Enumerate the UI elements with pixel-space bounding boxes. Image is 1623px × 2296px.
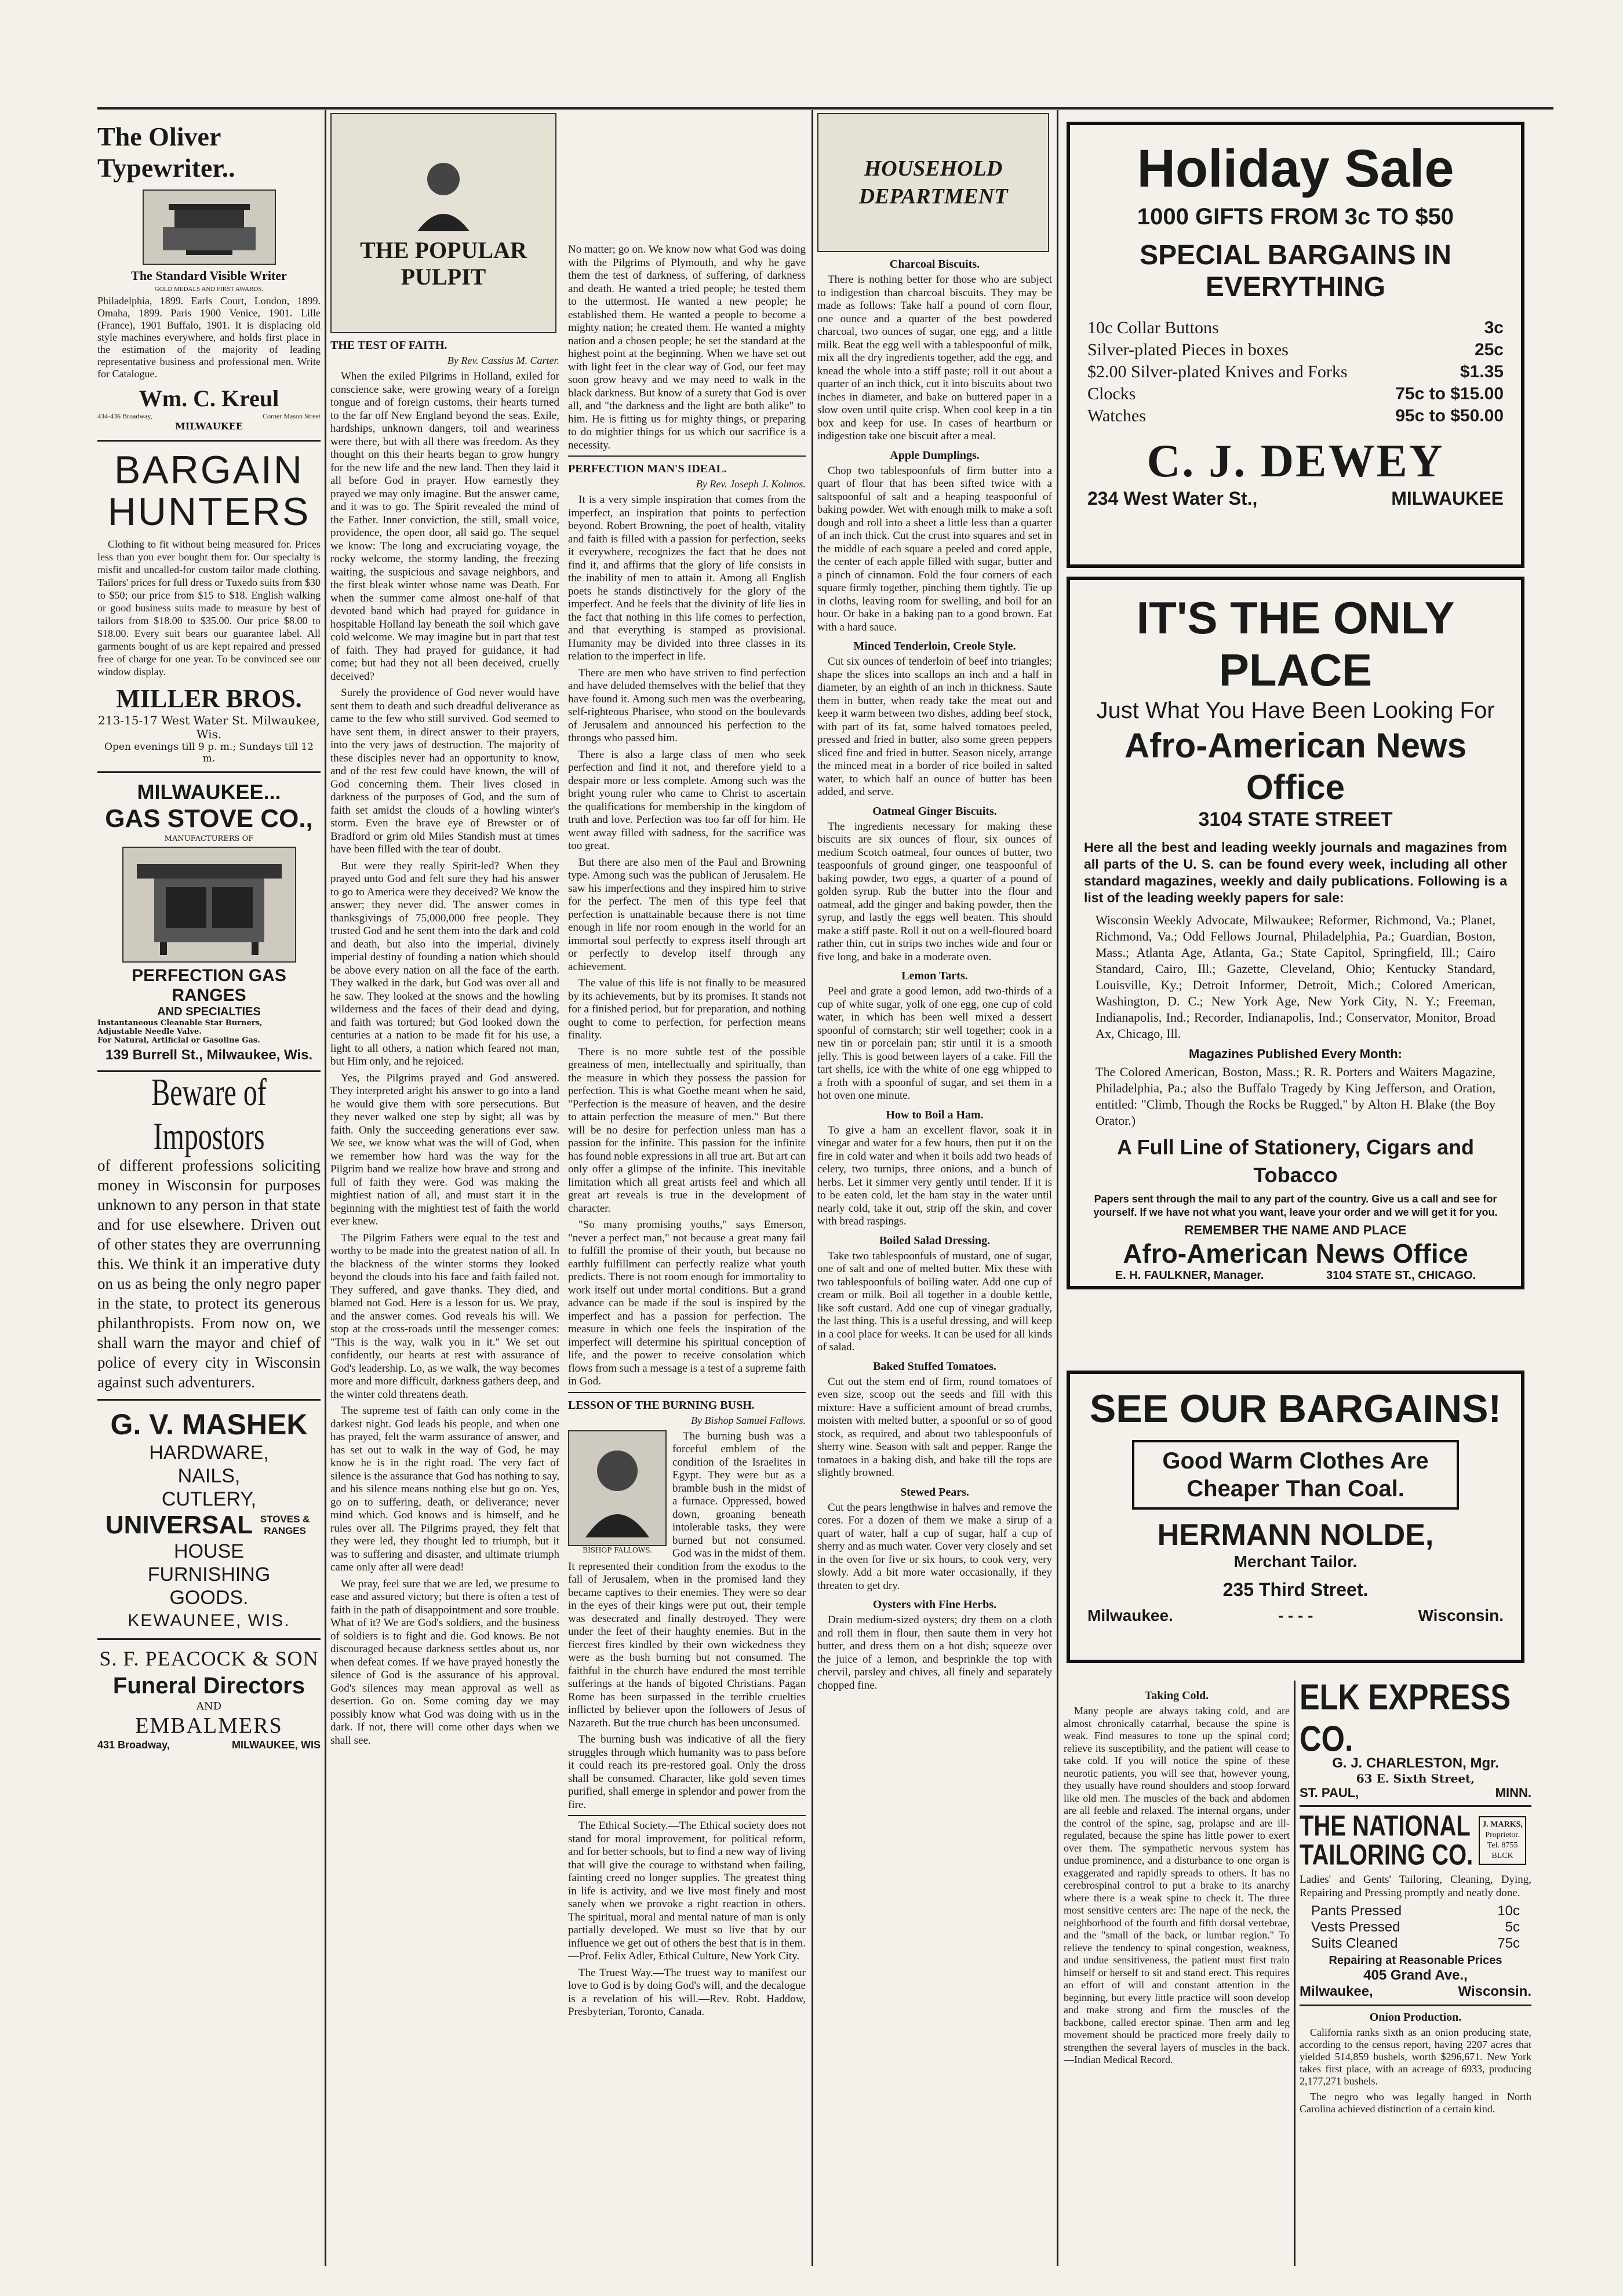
holiday-item-name: Watches (1087, 406, 1146, 425)
national-repair: Repairing at Reasonable Prices (1329, 1954, 1502, 1967)
recipe-title: Charcoal Biscuits. (889, 258, 980, 271)
see-slogan-box (1132, 1440, 1459, 1510)
faith-paragraph-2: Surely the providence of God never would have sent them to death and such dreadful deliverance as came to the few who still survived. God seemed to have sent them, in direct answer to their prayers, into the very jaws of destruction. The majority of these disciples never had an opportunity to know, and of the rest few could have known, the will of God concerning them. Their lives closed in darkness of the purposes of God, and the sum of faith set amidst the clouds of a howling winter's storm. Even the brave eye of Brewster or of Bradford or grim old Miles Standish must at times have been filled with the tear of doubt. (330, 687, 559, 855)
recipe-body: Take two tablespoonfuls of mustard, one of sugar, one of salt and one of melted butter. Mix these with two tablespoonfuls of boiling water. Add one cup of cream or milk. Boil all together in a double kettle, like soft custard. Add one cup of vinegar gradually, the last thing. This is a useful dressing, and will keep in a cool place for weeks. It can be used for all kinds of salad. (817, 1249, 1052, 1353)
holiday-title: Holiday Sale (1137, 139, 1454, 198)
holiday-item-price: 25c (1474, 340, 1504, 359)
mashek-line-1: HARDWARE, (149, 1442, 269, 1464)
ideal-paragraph-5: The value of this life is not finally to be measured by its achievements, but by its promises. It stands not for a finished period, but for preparation, and nothing ought to come to perfection, for perfection means finality. (568, 977, 806, 1041)
peacock-line-2: AND (196, 1700, 222, 1712)
bargain-title-2: HUNTERS (107, 490, 311, 534)
recipe-title: Baked Stuffed Tomatoes. (873, 1360, 996, 1373)
gas-title-2: GAS STOVE CO., (105, 804, 313, 833)
ideal-byline: By Rev. Joseph J. Kolmos. (696, 478, 806, 490)
stove-illustration (122, 847, 296, 963)
column-rule-2 (812, 110, 813, 2266)
oliver-medals: GOLD MEDALS AND FIRST AWARDS. (154, 286, 264, 293)
see-title: SEE OUR BARGAINS! (1089, 1387, 1502, 1431)
faith-paragraph-6: The supreme test of faith can only come in the darkest night. God leads his people, and when one has prayed, felt the warm assurance of answer, and has set out to walk in the way of God, he may know he is in the right road. The very fact of silence is the assurance that God has nothing to say, and his silence means nothing else but go on. Yes, go on to suffering, death, or deliverance; never mind which. God knows and is himself, and he rules over all. The Pilgrims prayed, they felt that they were led, they thought led to triumph, but it was to suffering and disaster, and ultimate triumph came only after all were dead! (330, 1405, 559, 1573)
burning-bush-paragraph-1: The burning bush was a forceful emblem of the condition of the Israelites in Egypt. They were but as a bramble bush in the midst of a furnace. Oppressed, bowed down, groaning beneath intolerable tasks, they were burned but not consumed. God was in the midst of them. It represented their condition from the exodus to the fall of Jerusalem, when in the promised land they became captives to their enemies. They were so dear in the eyes of their kings were put out, their temple was desecrated and finally destroyed. They were under the feet of their haughty enemies. But in the fiercest fires kindled by their own wickedness they were as the bush burning but not consumed. The faithful in the church have endured the most terrible sufferings at the hands of bigoted Christians. Pagan Rome has been surpassed in the terrible cruelties inflicted by believer upon the followers of Jesus of Nazareth. But the true church has been unconsumed. (568, 1430, 806, 1729)
national-box-2: Proprietor. (1485, 1831, 1520, 1839)
gas-title-1: MILWAUKEE... (137, 780, 281, 804)
recipe-body: There is nothing better for those who are subject to indigestion than charcoal biscuits. They may be made as follows: Take half a pound of corn flour, one ounce and a quarter of the best powdered charcoal, two ounces of sugar, one egg, and a little milk. Beat the egg well with a tablespoonful of milk, mix all the dry ingredients together, add the egg, and knead the whole into a stiff paste; roll it out about a quarter of an inch thick, cut it into biscuits about two inches in diameter, and bake on buttered paper in a slow oven until quite crisp. When cool keep in a tin box and keep for use. In cases of heartburn or indigestion take one biscuit after a meal. (817, 274, 1052, 442)
article-divider (568, 455, 806, 457)
faith-paragraph-1: When the exiled Pilgrims in Holland, exiled for conscience sake, were growing weary of a foreign tongue and of foreign customs, their hearts turned to the far off New England beyond the seas. Exile, hardships, unknown dangers, toil and weariness were there, but with all there was freedom. As they thought on this their hearts began to grow hungry for the new life and the new land. Then they laid it all before God in prayer. How earnestly they prayed we may only imagine. But the answer came, and it was to go. The Spirit revealed the mind of the Father. Inner conviction, the still, small voice, providence, the open door, all said go. The sequel we know: The long and excruciating voyage, the rocky welcome, the stormy landing, the freezing waiting, the suspicious and savage neighbors, and the first bleak winter whose name was Death. For when the summer came almost one-half of that devoted band which had prayed for guidance in hospitable Holland lay beneath the soil which gave cold welcome. We may imagine but in part that test of faith. They had prayed for guidance, it had come; but had they not all been deceived, cruelly deceived? (330, 370, 559, 683)
mashek-line-3: CUTLERY, (161, 1488, 257, 1510)
dewey-city: MILWAUKEE (1391, 488, 1504, 509)
household-banner (817, 113, 1049, 252)
ads-column-left (97, 113, 321, 2269)
see-slogan: Good Warm Clothes Are Cheaper Than Coal. (1162, 1448, 1429, 1501)
recipe-body: Cut six ounces of tenderloin of beef into triangles; shape the slices into scallops an inch and a half in diameter, by an eighth of an inch in thickness. Saute them in butter, when ready take the meat out and keep it warm between two dishes, adding beef stock, with part of its fat, some halved tomatoes peeled, pressed and fried in butter, also some green peppers sliced fine and fried in butter. Season nicely, arrange the minced meat in a border of rice boiled in salted water, to which half an ounce of butter has been added, and serve. (817, 655, 1052, 798)
only-papers-list: Wisconsin Weekly Advocate, Milwaukee; Reformer, Richmond, Va.; Planet, Richmond, Va.; Odd Fellows Journal, Philadelphia, Pa.; Guardian, Boston, Mass.; Atlanta Age, Atlanta, Ga.; State Capitol, Springfield, Ill.; Cairo Standard, Cairo, Ill.; Gazette, Cleveland, Ohio; Kentucky Standard, Louisville, Ky.; Detroit Informer, Detroit, Mich.; Colored American, Washington, D. C.; New York Age, New York City, N. Y.; Freeman, Indianapolis, Ind.; Recorder, Indianapolis, Ind.; Conservator, Monitor, Broad Ax, Chicago, Ill. (1096, 913, 1495, 1041)
ideal-paragraph-7: "So many promising youths," says Emerson, "never a perfect man," not because a great many fail to fulfill the promise of their youth, but because no earthly fulfillment can perfectly realize what youth predicts. There is not room enough for immortality to work itself out under mortal conditions. But a grand advance can be made if the soul is inspired by the imperfect and has a passion for perfection. The measure in which one feels the inspiration of the imperfect will determine his spiritual conception of life, and the power to receive consolation which flows from such a message is a test of a supreme faith in God. (568, 1219, 806, 1387)
elk-city-right: MINN. (1495, 1785, 1531, 1800)
national-price-row (1300, 1936, 1531, 1952)
holiday-item-price: 75c to $15.00 (1395, 384, 1504, 403)
faith-paragraph-4: Yes, the Pilgrims prayed and God answered. They interpreted aright his answer to go into a land he would give them with sore persecutions. But they never walked one step by sight; all was by faith. Only the succeeding generations ever saw. We see, we know what was the will of God, when we remember how hard was the way for the Pilgrim band we realize how brave and strong and full of faith they were. God was making the mightiest nation of all, and must start it in the beginning with the mightiest test of faith the world ever knew. (330, 1072, 559, 1227)
recipe-title: Apple Dumplings. (890, 449, 980, 462)
ad-divider (97, 1399, 321, 1401)
bishop-portrait-icon (583, 1439, 652, 1537)
holiday-price-row (1087, 383, 1504, 405)
peacock-name: S. F. PEACOCK & SON (99, 1647, 319, 1670)
mashek-hardware-ad (97, 1408, 321, 1632)
national-item-price: 10c (1497, 1903, 1520, 1919)
preacher-portrait-icon (412, 156, 475, 231)
dewey-address: 234 West Water St., (1087, 488, 1258, 509)
holiday-sub-2: SPECIAL BARGAINS IN EVERYTHING (1140, 240, 1451, 303)
only-store-name: Afro-American News Office (1124, 726, 1467, 807)
recipe-body: Peel and grate a good lemon, add two-thirds of a cup of white sugar, yolk of one egg, one cup of cold water, in which has been well mixed a dessert spoonful of cornstarch; stir well together; cook in a new tin or porcelain pan; stir until it is a smooth jelly. This is good between layers of a cake. Fill the tart shells, ice with the white of one egg whipped to a froth with a spoonful of sugar, and set them in a hot oven one minute. (817, 985, 1052, 1102)
elk-manager: G. J. CHARLESTON, Mgr. (1332, 1755, 1499, 1771)
gas-product-1: PERFECTION GAS RANGES (132, 966, 286, 1005)
ideal-paragraph-4: But there are also men of the Paul and Browning type. Among such was the publican of Jerusalem. He saw his imperfections and they inspired him to strive for the perfect. The men of this type feel that perfection is unattainable because there is not time enough in life nor room enough in the world for an immortal soul perfectly to express itself through art or perfectly to develop itself through any achievement. (568, 856, 806, 973)
cold-body: Many people are always taking cold, and are almost chronically catarrhal, because the spine is weak. Find measures to tone up the spinal cord; relieve its susceptibility, and the patient will cease to take cold. If you will notice the spine of these neurotic patients, you will see that, however young, they usually have round shoulders and stoop forward like old men. The muscles of the back and abdomen are all feeble and relaxed. The internal organs, under the control of the spine, sag, prolapse and are ill-regulated, because the spine has little power to exert over them. The sympathetic nervous system has undue prominence, and a disturbance to one organ is exaggerated and rapidly spreads to others. It has no cerebrospinal control to put a brake to its anarchy where there is a weak spine to check it. The three most sensitive centers are: The nape of the neck, the neighborhood of the fourth and fifth dorsal vertebrae, and the "small of the back, or lumbar region." To relieve the tendency to spinal congestion, weakness, and undue sensitiveness, the patient must first train himself or herself to sit and stand erect. This requires an effort of will and constant attention in the beginning, but every little practice will soon develop and make strong and firm the muscles of the backbone, called erector spinae. Then arm and leg movement should be practiced more freely daily to strengthen the several layers of muscles in the back.—Indian Medical Record. (1064, 1705, 1290, 2065)
bargain-hunters-ad (97, 450, 321, 764)
oliver-subtitle: The Standard Visible Writer (131, 268, 287, 283)
negro-paragraph: The negro who was legally hanged in North Carolina achieved distinction of a certain kind. (1300, 2091, 1531, 2115)
holiday-price-row (1087, 361, 1504, 383)
national-box-1: J. MARKS, (1482, 1820, 1523, 1829)
faith-byline: By Rev. Cassius M. Carter. (447, 355, 559, 366)
ideal-paragraph-6: There is no more subtle test of the possible greatness of men, intellectually and spiritually, than the measure in which they possess the passion for perfection. This is what Goethe meant when he said, "Perfection is the measure of heaven, and the desire to attain perfection the measure of men." But there will be no desire for perfection unless man has a passion for the infinite. This passion for the infinite has found noble expressions in all true art. But art can only offer a glimpse of the infinite. This inevitable limitation which all great artists feel and which all great art reveals is true in the development of character. (568, 1045, 806, 1215)
holiday-item-name: Clocks (1087, 384, 1136, 403)
peacock-line-1: Funeral Directors (112, 1673, 305, 1699)
mashek-line-2: NAILS, (177, 1465, 241, 1487)
recipe-body: Cut out the stem end of firm, round tomatoes of even size, scoop out the seeds and fill with this mixture: Have a sufficient amount of bread crumbs, moisten with melted butter, a spoonful or so of good stock, as required, and about two tablespoonfuls of sherry wine. Season with salt and pepper. Range the tomatoes in a baking dish, and bake till the tops are slightly browned. (817, 1375, 1052, 1479)
mashek-name: G. V. MASHEK (110, 1408, 308, 1441)
ad-divider (97, 440, 321, 442)
recipe-title: Minced Tenderloin, Creole Style. (853, 640, 1016, 653)
oliver-title: The Oliver Typewriter.. (97, 122, 235, 183)
holiday-item-price: 95c to $50.00 (1395, 406, 1504, 425)
bargain-title-1: BARGAIN (114, 448, 304, 492)
ideal-title: PERFECTION MAN'S IDEAL. (568, 462, 727, 475)
see-address: 235 Third Street. (1222, 1579, 1369, 1600)
ideal-paragraph-3: There is also a large class of men who seek perfection and find it not, and therefore yield to a despair more or less complete. Among such was the bright young ruler who came to Christ to ascertain the qualifications for membership in the kingdom of truth and love. Perfection was too far off for him. He went away filled with sadness, for the sacrifice was too great. (568, 748, 806, 852)
oliver-ad (97, 121, 321, 432)
onion-title: Onion Production. (1369, 2011, 1462, 2024)
fallows-caption: BISHOP FALLOWS. (583, 1546, 652, 1554)
gas-stove-ad (97, 780, 321, 1063)
pulpit-column-2 (568, 243, 806, 2269)
national-proprietor-box (1479, 1816, 1526, 1865)
holiday-price-row (1087, 405, 1504, 427)
see-city-left: Milwaukee. (1087, 1606, 1173, 1624)
faith-paragraph-8: No matter; go on. We know now what God was doing with the Pilgrims of Plymouth, and why he gave them the test of darkness, of suffering, of darkness and death. He wanted a tried people; he tested them to the uttermost. He wanted a new people; he established them. He wanted a people to become a mighty nation; he created them. He wanted a mighty nation and a chosen people; he set the standard at the highest point at the beginning. When we have set out with light feet in the clear way of God, our feet may soon grow heavy and we may need to walk in the black darkness. But know of a surety that God is over all, and "the darkness and the light are both alike" to him. He is fitting us for mighty things, or preparing to do mightier things for us which our sacrifice is a necessity. (568, 243, 806, 451)
beware-body: of different professions soliciting money in Wisconsin for purposes unknown to any person in that state and for use elsewhere. Driven out of other states they are overrunning this. We think it an imperative duty on us as being the only negro paper in the state, to protect its generous philanthropists. From now on, we shall warn the mayor and chief of police of every city in Wisconsin against such adventurers. (97, 1157, 321, 1391)
mashek-line-6: GOODS. (169, 1587, 249, 1609)
afro-american-news-ad (1067, 577, 1524, 1289)
recipe-title: Oatmeal Ginger Biscuits. (872, 804, 997, 818)
elk-address: 63 E. Sixth Street, (1356, 1772, 1475, 1785)
top-rule (97, 107, 1553, 110)
national-title-1: THE NATIONAL (1300, 1810, 1471, 1842)
article-divider (568, 1392, 806, 1393)
oliver-dealer-name: Wm. C. Kreul (139, 385, 279, 411)
burning-bush-title: LESSON OF THE BURNING BUSH. (568, 1398, 755, 1412)
miller-hours: Open evenings till 9 p. m.; Sundays till 12 m. (104, 741, 314, 764)
national-price-row (1300, 1919, 1531, 1936)
national-address: 405 Grand Ave., (1363, 1967, 1468, 1983)
see-city-right: Wisconsin. (1418, 1606, 1504, 1624)
holiday-item-name: $2.00 Silver-plated Knives and Forks (1087, 362, 1348, 381)
peacock-line-3: EMBALMERS (135, 1714, 283, 1738)
national-box-4: BLCK (1491, 1852, 1513, 1860)
recipe-title: How to Boil a Ham. (886, 1108, 984, 1121)
only-manager: E. H. FAULKNER, Manager. (1115, 1269, 1264, 1282)
oliver-address-right: Corner Mason Street (263, 412, 321, 420)
ad-divider (1300, 1805, 1531, 1807)
faith-title: THE TEST OF FAITH. (330, 339, 447, 352)
recipe-body: To give a ham an excellent flavor, soak it in vinegar and water for a few hours, then put it on the fire in cold water and when it boils add two heads of celery, two turnips, three onions, and a bunch of herbs. Let it simmer very gently until tender. If it is to be eaten cold, let the ham stay in the water until nearly cold, take it out, strip off the skin, and cover with bread raspings. (817, 1124, 1052, 1227)
ideal-paragraph-1: It is a very simple inspiration that comes from the imperfect, an inspiration that points to perfection beyond. Robert Browning, the poet of health, vitality and faith is filled with a passion for perfection, seeks it everywhere, recognizes the fact that he does not find it, and affirms that the glory of life consists in the inability of men to attain it. Among all English poets he stands distinctively for the glory of the imperfect. And he feels that the divinity of life lies in the fact that nothing in this life comes to perfection, and that everything is stamped as provisional. Humanity may be divided into three classes in its relation to the imperfect in life. (568, 494, 806, 662)
faith-paragraph-3: But were they really Spirit-led? When they prayed unto God and felt sure they had his answer to go to America were they deceived? We know the answer; they never did. The answer comes in thanksgivings of 75,000,000 free people. They trusted God and he sent them into the dark and cold and death, but also into the imperial, divinely imperial destiny of founding a nation which should be above every nation on all the face of the earth. They walked in the dark, but God was over all and he saw. They looked at the snows and the howling wilderness and the faces of their dead and dying, and faith was tortured; but God looked down the centuries at a nation to be made fit for his use, a light to all others, a nation which feared not man, but Him only, and he rejoiced. (330, 859, 559, 1067)
national-city-right: Wisconsin. (1458, 1984, 1531, 1999)
holiday-price-row (1087, 339, 1504, 361)
national-item-name: Pants Pressed (1311, 1903, 1402, 1919)
typewriter-illustration (143, 189, 276, 265)
burning-bush-paragraph-2: The burning bush was indicative of all the fiery struggles through which humanity was to pass before it could reach its pre-restored goal. Only the dross shall be consumed. Character, like gold seven times purified, shall emerge in splendor and power from the fire. (568, 1733, 806, 1811)
national-city-left: Milwaukee, (1300, 1984, 1373, 1999)
oliver-address-left: 434-436 Broadway, (97, 412, 152, 420)
typewriter-icon (151, 195, 267, 259)
only-intro: Here all the best and leading weekly journals and magazines from all parts of the U. S. can be found every week, including all other standard magazines, weekly and daily publications. Following is a list of the leading weekly papers for sale: (1084, 840, 1507, 905)
mashek-universal: UNIVERSAL (105, 1511, 253, 1539)
elk-city-left: ST. PAUL, (1300, 1785, 1359, 1800)
see-dashes: - - - - (1278, 1606, 1313, 1624)
truest-way-paragraph: The Truest Way.—The truest way to manifest our love to God is by doing God's will, and the decalogue is a revelation of his will.—Rev. Robt. Haddow, Presbyterian, Toronto, Canada. (568, 1966, 806, 2018)
mashek-line-5: FURNISHING (147, 1564, 271, 1586)
faith-paragraph-5: The Pilgrim Fathers were equal to the test and worthy to be made into the greatest nation of all. In the blackness of the winter storms they looked beyond the clouds into his face and faith failed not. They suffered, and gave thanks. They died, and blamed not God. Here is a lesson for us. We pray, and the answer comes. God reveals his will. We stop at the cross-roads until the messenger comes: "This is the way, walk you in it." We set out confidently, our hearts at rest with assurance of God's leadership. Lo, as we walk, the way becomes more and more difficult, darkness gathers deep, and the winter cold threatens death. (330, 1231, 559, 1401)
national-item-name: Suits Cleaned (1311, 1936, 1398, 1951)
onion-body: California ranks sixth as an onion producing state, according to the census report, having 2207 acres that yielded 514,859 bushels, worth $296,671. New York takes first place, with an acreage of 6933, producing 2,177,271 bushels. (1300, 2027, 1531, 2087)
ad-divider (97, 771, 321, 773)
miller-address: 213-15-17 West Water St. Milwaukee, Wis. (98, 713, 320, 741)
only-title: IT'S THE ONLY PLACE (1136, 592, 1455, 695)
recipe-title: Oysters with Fine Herbs. (872, 1598, 997, 1611)
mashek-line-4: HOUSE (174, 1540, 244, 1562)
holiday-price-list (1087, 317, 1504, 427)
cold-title: Taking Cold. (1144, 1689, 1209, 1702)
holiday-price-row (1087, 317, 1504, 339)
ad-divider (1300, 2005, 1531, 2006)
beware-impostors-notice (97, 1071, 321, 1392)
ad-divider (97, 1638, 321, 1640)
small-ads-column (1300, 1683, 1531, 2266)
only-monthly-list: The Colored American, Boston, Mass.; R. R. Porters and Waiters Magazine, Philadelphia, Pa.; also the Buffalo Tragedy by King Jefferson, and Oration, entitled: "Climb, Though the Rocks be Rugged," by Alton H. Blake (the Boy Orator.) (1096, 1065, 1495, 1128)
column-rule-1 (325, 110, 326, 2266)
recipe-body: Drain medium-sized oysters; dry them on a cloth and roll them in flour, then saute them in very hot butter, and dress them on a hot dish; squeeze over the juice of a lemon, and besprinkle the top with chervil, parsley and chives, all finely and separately chopped fine. (817, 1614, 1052, 1692)
gas-feature-3: For Natural, Artificial or Gasoline Gas. (97, 1036, 260, 1045)
oliver-city: MILWAUKEE (175, 421, 243, 432)
household-banner-title: HOUSEHOLD DEPARTMENT (858, 156, 1008, 209)
pulpit-banner-column (330, 113, 559, 2269)
national-title-2: TAILORING CO. (1300, 1839, 1473, 1871)
pulpit-banner-title: THE POPULAR PULPIT (360, 237, 527, 290)
gas-product-2: AND SPECIALTIES (157, 1005, 261, 1018)
household-column (817, 113, 1052, 2269)
mashek-stoves: STOVES & RANGES (260, 1514, 310, 1536)
national-price-list (1300, 1903, 1531, 1952)
national-item-name: Vests Pressed (1311, 1919, 1400, 1935)
holiday-sub-1: 1000 GIFTS FROM 3c TO $50 (1137, 204, 1454, 229)
column-rule-3 (1057, 110, 1058, 2266)
recipe-title: Boiled Salad Dressing. (879, 1234, 991, 1247)
see-name: HERMANN NOLDE, (1157, 1518, 1434, 1552)
holiday-item-price: $1.35 (1460, 362, 1504, 381)
taking-cold-column (1064, 1683, 1290, 2263)
oliver-body: Philadelphia, 1899. Earls Court, London, 1899. Omaha, 1899. Paris 1900 Venice, 1901. Lille (France), 1901 Buffalo, 1901. It is displacing old style machines everywhere, and holds first place in the estimation of the majority of leading representative business and professional men. Write for Catalogue. (97, 295, 321, 380)
recipe-title: Stewed Pears. (900, 1485, 969, 1499)
beware-title: Beware of Impostors (151, 1071, 267, 1158)
dewey-name: C. J. DEWEY (1147, 436, 1444, 487)
only-mail-notice: Papers sent through the mail to any part of the country. Give us a call and see for yourself. If we have not what you want, leave your order and we will get it for you. (1093, 1193, 1498, 1218)
only-remember: REMEMBER THE NAME AND PLACE (1184, 1223, 1407, 1237)
gas-range-icon (131, 852, 288, 957)
ethical-society-paragraph: The Ethical Society.—The Ethical society does not stand for moral improvement, for political reform, and for better schools, but to find a new way of living that will give the courage to withstand when failing, fainting creed no longer supplies. The greatest thing in life is activity, and we live most finely and most sanely when we provoke a right reaction in others. The spiritual, moral and mental nature of man is only partially developed. We must so live that by our influence we get out of others the best that is in them.—Prof. Felix Adler, Ethical Culture, New York City. (568, 1820, 806, 1962)
elk-title: ELK EXPRESS CO. (1300, 1683, 1511, 1759)
pulpit-banner (330, 113, 556, 333)
peacock-address-right: MILWAUKEE, WIS (232, 1739, 321, 1751)
recipe-body: Cut the pears lengthwise in halves and remove the cores. For a dozen of them we make a sirup of a quart of water, half a cup of sugar, half a cup of sherry and as much water. Cover very closely and set in the oven for five or six hours, to cook very, very slowly. Add a bit more water occasionally, if they threaten to get dry. (817, 1501, 1052, 1592)
column-rule-4 (1294, 1681, 1296, 2266)
holiday-item-name: Silver-plated Pieces in boxes (1087, 340, 1289, 359)
gas-feature-2: Adjustable Needle Valve. (97, 1027, 202, 1036)
bargain-body: Clothing to fit without being measured for. Prices less than you ever bought them for. Our specialty is misfit and uncalled-for custom tailor made clothing. Tailors' prices for full dress or Tuxedo suits from $30 to $50; our price from $15 to $18. English walking or good business suits made to measure by best of tailors from $18.00 to $35.00. Our price $8.00 to $18.00. Every suit bears our guarantee label. All garments bought of us are kept repaired and pressed free of charge for one year. To be convinced see our window display. (97, 538, 321, 677)
holiday-item-name: 10c Collar Buttons (1087, 318, 1219, 337)
only-full-line: A Full Line of Stationery, Cigars and Tobacco (1116, 1135, 1475, 1187)
see-trade: Merchant Tailor. (1233, 1552, 1358, 1570)
mashek-city: KEWAUNEE, WIS. (128, 1611, 290, 1630)
holiday-sale-ad (1067, 122, 1524, 568)
burning-bush-byline: By Bishop Samuel Fallows. (691, 1414, 806, 1426)
recipe-title: Lemon Tarts. (901, 970, 968, 982)
gas-address: 139 Burrell St., Milwaukee, Wis. (105, 1047, 313, 1063)
peacock-address-left: 431 Broadway, (97, 1739, 170, 1751)
gas-feature-1: Instantaneous Cleanable Star Burners, (97, 1019, 263, 1027)
national-price-row (1300, 1903, 1531, 1919)
national-item-price: 5c (1505, 1919, 1520, 1935)
faith-paragraph-7: We pray, feel sure that we are led, we presume to ease and assured victory; but there is often a test of faith in the path of disappointment and sore trouble. What of it? We are God's soldiers, and the business of soldiers is to fight and die. God knows. Be not discouraged because darkness settles about us, nor when defeat comes. If we have prayed honestly the silence of God is the assurance of his approval. God's silences may mean approval as well as desertion. Go on. Some coming day we may possibly know what God was doing with us in the dark. If not, there will come other days when we shall see. (330, 1577, 559, 1747)
miller-name: MILLER BROS. (116, 684, 302, 713)
ideal-paragraph-2: There are men who have striven to find perfection and have deluded themselves with the belief that they have found it. Among such men was the overbearing, self-righteous Pharisee, who stood on the boulevards of Jerusalem and announced his perfection to the throngs who passed him. (568, 666, 806, 744)
only-address: 3104 STATE STREET (1198, 808, 1393, 830)
only-address-2: 3104 STATE ST., CHICAGO. (1326, 1269, 1476, 1282)
national-item-price: 75c (1497, 1936, 1520, 1951)
peacock-funeral-ad (97, 1646, 321, 1751)
see-bargains-ad (1067, 1371, 1524, 1663)
only-monthly-heading: Magazines Published Every Month: (1189, 1047, 1402, 1061)
article-divider (568, 1815, 806, 1816)
gas-manufacturers: MANUFACTURERS OF (164, 834, 254, 843)
national-box-3: Tel. 8755 (1487, 1841, 1518, 1850)
only-subtitle: Just What You Have Been Looking For (1096, 698, 1495, 723)
recipe-body: The ingredients necessary for making these biscuits are six ounces of flour, six ounces of medium Scotch oatmeal, four ounces of butter, two teaspoonfuls of ground ginger, one teaspoonful of baking powder, two eggs, a quarter of a pound of golden syrup. Rub the butter into the flour and oatmeal, add the ginger and baking powder, then the syrup, and lastly the eggs well beaten. This should make a stiff paste. Roll it out on a well-floured board rather thin, cut in strips two inches wide and four or five long, and bake in a moderate oven. (817, 820, 1052, 963)
recipe-body: Chop two tablespoonfuls of firm butter into a quart of flour that has been sifted twice with a saltspoonful of salt and a heaping teaspoonful of baking powder. Wet with enough milk to make a soft dough and roll into a sheet a little less than a quarter of an inch thick. Cut the crust into squares and set in the middle of each square a peeled and cored apple, the center of each apple filled with sugar, butter and a pinch of cinnamon. Fold the four corners of each square firmly together, pinching them tightly. Tie up in cloths, leaving room for swelling, and boil for an hour. Or bake in a baking pan to a good brown. Eat with a hard sauce. (817, 464, 1052, 633)
holiday-item-price: 3c (1484, 318, 1504, 337)
only-store-name-2: Afro-American News Office (1123, 1238, 1468, 1269)
national-description: Ladies' and Gents' Tailoring, Cleaning, Dying, Repairing and Pressing promptly and neatly done. (1300, 1874, 1531, 1899)
fallows-portrait (568, 1430, 667, 1554)
